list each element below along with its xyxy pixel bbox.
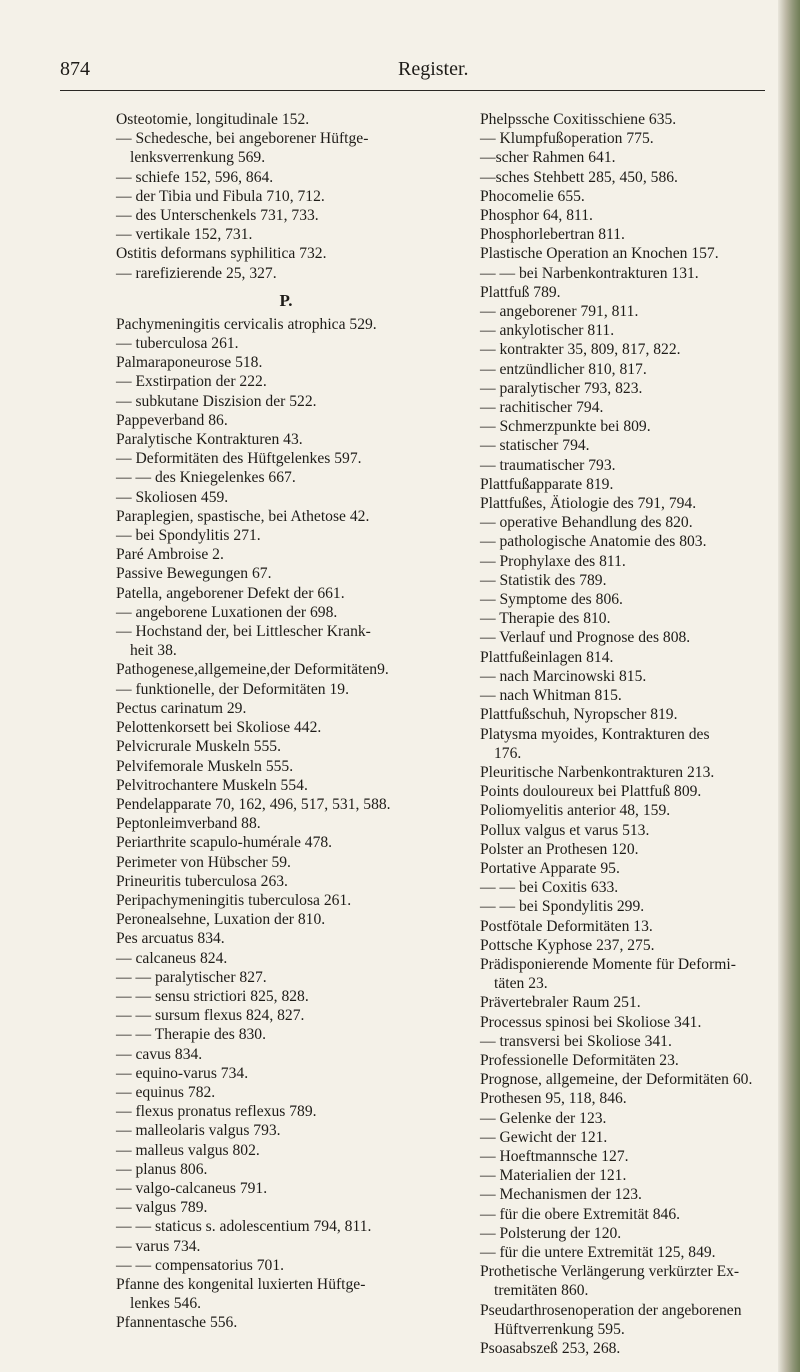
index-entry: — Hoeftmannsche 127. — [480, 1147, 629, 1165]
index-entry: Ostitis deformans syphilitica 732. — [116, 245, 327, 263]
index-entry: — malleus valgus 802. — [116, 1141, 260, 1159]
index-entry: Osteotomie, longitudinale 152. — [116, 111, 310, 128]
index-entry: — Hochstand der, bei Littlescher Krank- — [116, 623, 371, 641]
index-entry: — schiefe 152, 596, 864. — [116, 168, 274, 186]
index-entry: — tuberculosa 261. — [116, 335, 239, 353]
index-entry: — equinus 782. — [116, 1083, 216, 1101]
index-entry: Phocomelie 655. — [480, 187, 585, 205]
index-entry: Points douloureux bei Plattfuß 809. — [480, 783, 702, 801]
index-entry: — — Therapie des 830. — [116, 1026, 266, 1044]
index-entry: — angeborene Luxationen der 698. — [116, 603, 338, 621]
page-title: Register. — [398, 58, 469, 80]
index-entry: — ankylotischer 811. — [480, 322, 615, 340]
index-entry: — vertikale 152, 731. — [116, 226, 253, 244]
index-entry: — — des Kniegelenkes 667. — [116, 469, 296, 487]
index-entry: Psoasabszeß 253, 268. — [480, 1340, 621, 1357]
index-entry: —scher Rahmen 641. — [480, 149, 616, 167]
index-entry: Peronealsehne, Luxation der 810. — [116, 911, 326, 929]
index-entry: — — paralytischer 827. — [116, 968, 267, 986]
index-entry: Pelvicrurale Muskeln 555. — [116, 738, 281, 756]
index-entry: Plattfußapparate 819. — [480, 475, 614, 493]
index-entry: Perimeter von Hübscher 59. — [116, 853, 291, 871]
index-entry-continuation: 176. — [494, 744, 522, 762]
index-entry-continuation: tremitäten 860. — [494, 1282, 589, 1300]
index-entry: — malleolaris valgus 793. — [116, 1122, 281, 1140]
index-entry: — für die untere Extremität 125, 849. — [480, 1243, 716, 1261]
index-entry: — Skoliosen 459. — [116, 488, 229, 506]
index-entry: Periarthrite scapulo-humérale 478. — [116, 834, 333, 852]
index-entry: Polster an Prothesen 120. — [480, 840, 639, 858]
index-entry: —sches Stehbett 285, 450, 586. — [480, 168, 678, 186]
index-entry: Prothesen 95, 118, 846. — [480, 1090, 627, 1108]
index-entry: Palmaraponeurose 518. — [116, 354, 263, 372]
index-entry: — funktionelle, der Deformitäten 19. — [116, 680, 349, 698]
index-entry: Prognose, allgemeine, der Deformitäten 60. — [480, 1071, 753, 1089]
index-entry: Peripachymeningitis tuberculosa 261. — [116, 891, 352, 909]
index-entry: Pachymeningitis cervicalis atrophica 529. — [116, 315, 377, 333]
index-entry-continuation: heit 38. — [130, 642, 177, 660]
index-entry: Paralytische Kontrakturen 43. — [116, 431, 303, 449]
index-entry: — — compensatorius 701. — [116, 1256, 285, 1274]
index-entry: — valgo-calcaneus 791. — [116, 1179, 268, 1197]
index-entry: — cavus 834. — [116, 1045, 203, 1063]
index-entry: — Gewicht der 121. — [480, 1128, 608, 1146]
index-entry: — Therapie des 810. — [480, 610, 611, 628]
index-entry: — angeborener 791, 811. — [480, 303, 639, 321]
index-entry: — des Unterschenkels 731, 733. — [116, 207, 319, 225]
index-entry: Platysma myoides, Kontrakturen des — [480, 725, 710, 743]
index-entry: — Materialien der 121. — [480, 1167, 627, 1185]
section-letter-heading: P. — [279, 290, 293, 310]
index-entry: — varus 734. — [116, 1237, 201, 1255]
index-entry: Pseudarthrosenoperation der angeborenen — [480, 1301, 742, 1319]
index-entry: Pappeverband 86. — [116, 411, 228, 429]
index-entry: — Symptome des 806. — [480, 591, 623, 609]
index-entry: Patella, angeborener Defekt der 661. — [116, 584, 345, 602]
index-entry: — statischer 794. — [480, 437, 590, 455]
index-entry: Pes arcuatus 834. — [116, 930, 225, 948]
index-entry: — planus 806. — [116, 1160, 208, 1178]
index-entry: — calcaneus 824. — [116, 949, 228, 967]
index-entry: — Exstirpation der 222. — [116, 373, 267, 391]
header-rule — [60, 90, 765, 91]
index-entry: Processus spinosi bei Skoliose 341. — [480, 1013, 702, 1031]
page-header — [60, 58, 760, 88]
index-entry: — Verlauf und Prognose des 808. — [480, 629, 691, 647]
index-entry: Paré Ambroise 2. — [116, 546, 224, 564]
index-entry: — Statistik des 789. — [480, 571, 607, 589]
index-entry: Pfannentasche 556. — [116, 1314, 238, 1332]
index-entry-continuation: Hüftverrenkung 595. — [494, 1320, 625, 1338]
index-entry: — subkutane Diszision der 522. — [116, 392, 317, 410]
index-entry: — rarefizierende 25, 327. — [116, 264, 277, 282]
index-entry: Pollux valgus et varus 513. — [480, 821, 650, 839]
index-entry: — Schedesche, bei angeborener Hüftge- — [116, 130, 369, 148]
index-entry: Plattfuß 789. — [480, 283, 561, 301]
index-entry: — — sensu strictiori 825, 828. — [116, 987, 309, 1005]
index-entry: — Mechanismen der 123. — [480, 1186, 642, 1204]
index-entry: Plattfußeinlagen 814. — [480, 648, 614, 666]
index-entry: — kontrakter 35, 809, 817, 822. — [480, 341, 681, 359]
index-entry: — — bei Coxitis 633. — [480, 879, 619, 897]
index-entry: Passive Bewegungen 67. — [116, 565, 272, 583]
index-entry: Portative Apparate 95. — [480, 859, 620, 877]
index-entry: — nach Marcinowski 815. — [480, 667, 647, 685]
index-entry: Pelottenkorsett bei Skoliose 442. — [116, 719, 322, 737]
index-entry: Plattfußschuh, Nyropscher 819. — [480, 706, 678, 724]
index-entry: Paraplegien, spastische, bei Athetose 42. — [116, 507, 370, 525]
index-entry-continuation: lenksverrenkung 569. — [130, 149, 266, 167]
index-column-left — [116, 110, 456, 1333]
index-entry: — pathologische Anatomie des 803. — [480, 533, 707, 551]
index-entry: — rachitischer 794. — [480, 399, 604, 417]
index-entry-continuation: lenkes 546. — [130, 1295, 202, 1313]
index-entry: — — staticus s. adolescentium 794, 811. — [116, 1218, 372, 1236]
index-entry: — der Tibia und Fibula 710, 712. — [116, 187, 325, 205]
index-entry-continuation: täten 23. — [494, 975, 548, 993]
index-entry: — — bei Narbenkontrakturen 131. — [480, 264, 699, 282]
index-column-right — [480, 110, 800, 1358]
index-entry: Prävertebraler Raum 251. — [480, 994, 641, 1012]
index-entry: — für die obere Extremität 846. — [480, 1205, 681, 1223]
index-entry: — equino-varus 734. — [116, 1064, 249, 1082]
index-entry: — Schmerzpunkte bei 809. — [480, 418, 651, 436]
index-entry: — paralytischer 793, 823. — [480, 379, 643, 397]
index-entry: Pectus carinatum 29. — [116, 699, 247, 717]
index-entry: — Prophylaxe des 811. — [480, 552, 626, 570]
index-entry: — traumatischer 793. — [480, 456, 616, 474]
index-entry: — Gelenke der 123. — [480, 1109, 607, 1127]
index-entry: Pendelapparate 70, 162, 496, 517, 531, 588. — [116, 795, 391, 813]
index-entry: Prädisponierende Momente für Deformi- — [480, 955, 736, 973]
index-entry: Pleuritische Narbenkontrakturen 213. — [480, 763, 715, 781]
index-entry: — — bei Spondylitis 299. — [480, 898, 645, 916]
index-entry: — Polsterung der 120. — [480, 1224, 622, 1242]
index-entry: Plastische Operation an Knochen 157. — [480, 245, 719, 263]
index-entry: — transversi bei Skoliose 341. — [480, 1032, 672, 1050]
index-entry: Phosphor 64, 811. — [480, 207, 593, 225]
index-entry: — Klumpfußoperation 775. — [480, 130, 654, 148]
index-entry: Pelvitrochantere Muskeln 554. — [116, 776, 308, 794]
index-entry: Phelpssche Coxitisschiene 635. — [480, 111, 677, 128]
index-entry: Peptonleimverband 88. — [116, 815, 261, 833]
page-number: 874 — [60, 58, 90, 80]
index-entry: Prineuritis tuberculosa 263. — [116, 872, 288, 890]
index-entry: — bei Spondylitis 271. — [116, 527, 261, 545]
index-entry: — valgus 789. — [116, 1199, 208, 1217]
index-entry: — operative Behandlung des 820. — [480, 514, 693, 532]
index-entry: Prothetische Verlängerung verkürzter Ex- — [480, 1263, 740, 1281]
index-entry: — flexus pronatus reflexus 789. — [116, 1103, 317, 1121]
index-entry: Professionelle Deformitäten 23. — [480, 1051, 679, 1069]
index-entry: — — sursum flexus 824, 827. — [116, 1007, 305, 1025]
index-entry: — Deformitäten des Hüftgelenkes 597. — [116, 450, 362, 468]
index-entry: Plattfußes, Ätiologie des 791, 794. — [480, 495, 697, 513]
index-entry: Pfanne des kongenital luxierten Hüftge- — [116, 1275, 366, 1293]
index-entry: — entzündlicher 810, 817. — [480, 360, 647, 378]
index-entry: — nach Whitman 815. — [480, 687, 622, 705]
index-entry: Pelvifemorale Muskeln 555. — [116, 757, 294, 775]
index-entry: Poliomyelitis anterior 48, 159. — [480, 802, 671, 820]
index-entry: Phosphorlebertran 811. — [480, 226, 625, 244]
index-entry: Pottsche Kyphose 237, 275. — [480, 936, 655, 954]
index-entry: Postfötale Deformitäten 13. — [480, 917, 653, 935]
index-entry: Pathogenese,allgemeine,der Deformitäten9. — [116, 661, 389, 679]
